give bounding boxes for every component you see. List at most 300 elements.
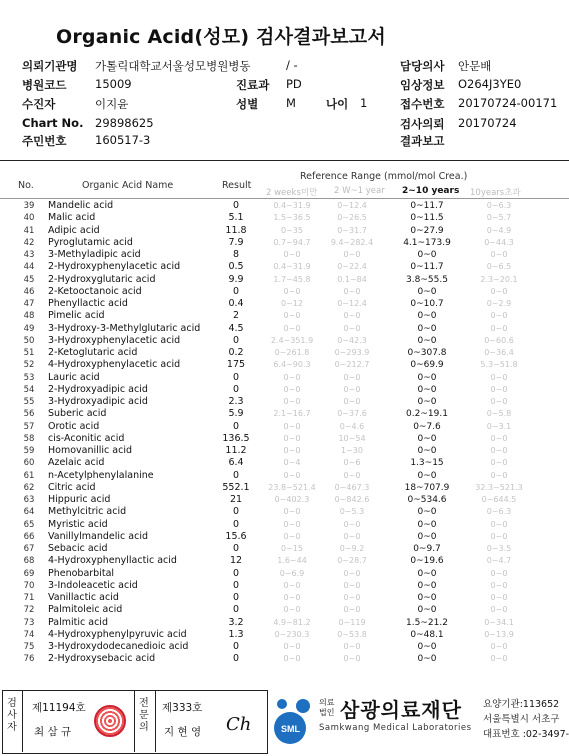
acid-name: Citric acid xyxy=(48,481,96,493)
ref-range-under-2weeks: 0~0 xyxy=(283,605,301,615)
table-row xyxy=(0,323,569,335)
acid-name: Myristic acid xyxy=(48,518,108,530)
ref-range-2w-1y: 0~0 xyxy=(343,384,361,394)
inspector-vertical-label: 검사자 xyxy=(7,698,17,733)
ref-range-2-10y: 0~7.6 xyxy=(413,421,441,432)
result-value: 552.1 xyxy=(222,481,250,493)
table-row xyxy=(0,457,569,469)
ref-range-2-10y: 0~0 xyxy=(417,642,437,652)
acid-name: Orotic acid xyxy=(48,420,100,432)
report-footer xyxy=(0,688,569,756)
result-value: 0 xyxy=(232,285,240,297)
ref-range-2-10y: 0~0 xyxy=(417,605,437,616)
ref-range-over-10y: 0~5.8 xyxy=(486,409,512,419)
acid-name: Phenyllactic acid xyxy=(48,298,128,309)
sml-logo-icon xyxy=(270,694,316,748)
ref-range-2w-1y: 0~28.7 xyxy=(337,556,367,566)
table-row xyxy=(0,396,569,408)
ref-range-under-2weeks: 0~0 xyxy=(283,397,301,406)
table-row xyxy=(0,543,569,555)
result-value: 11.2 xyxy=(225,445,247,456)
ref-range-over-10y: 0~4.7 xyxy=(486,556,512,566)
row-number: 63 xyxy=(23,495,35,505)
ref-range-2-10y: 0~27.9 xyxy=(410,225,444,236)
ref-range-over-10y: 0~13.9 xyxy=(484,629,514,639)
ref-range-2w-1y: 0~22.4 xyxy=(337,262,367,272)
ref-range-2w-1y: 0~0 xyxy=(343,286,361,296)
col-result-header: Result xyxy=(222,180,252,191)
row-number: 76 xyxy=(23,654,35,665)
ref-range-2-10y: 0~69.9 xyxy=(410,360,444,371)
table-row xyxy=(0,506,569,518)
table-row xyxy=(0,298,569,310)
request-date-value: 20170724 xyxy=(458,116,517,130)
row-number: 46 xyxy=(23,286,35,297)
ref-range-2w-1y: 0~0 xyxy=(343,519,361,529)
ref-range-under-2weeks: 2.4~351.9 xyxy=(270,335,314,345)
ref-range-2-10y: 0~0 xyxy=(417,593,437,603)
ref-range-under-2weeks: 0~0 xyxy=(283,433,301,443)
result-value: 0 xyxy=(232,604,240,616)
acid-name: Azelaic acid xyxy=(48,457,105,469)
ref-range-over-10y: 0~0 xyxy=(490,593,508,602)
ref-range-2-10y: 0~0 xyxy=(417,507,437,518)
ref-range-over-10y: 0~0 xyxy=(490,642,508,651)
doctor-value: 안문배 xyxy=(458,59,492,73)
ref-range-2w-1y: 0~0 xyxy=(343,568,361,578)
result-value: 4.5 xyxy=(228,322,244,334)
acid-name: 2-Hydroxysebacic acid xyxy=(48,653,156,665)
ref-range-under-2weeks: 1.6~44 xyxy=(277,556,307,566)
reference-range-title: Reference Range (mmol/mol Crea.) xyxy=(300,171,468,182)
ref-range-over-10y: 32.3~521.3 xyxy=(475,482,523,492)
acid-name: 3-Hydroxy-3-Methylglutaric acid xyxy=(48,322,201,334)
ref-range-2w-1y: 0~31.7 xyxy=(337,225,367,235)
row-number: 74 xyxy=(23,629,35,640)
result-value: 0 xyxy=(232,420,240,432)
ref-range-2-10y: 0~0 xyxy=(417,286,437,297)
ref-range-under-2weeks: 0~0 xyxy=(283,250,301,259)
org-prefix-bottom: 법인 xyxy=(319,708,335,717)
ref-range-under-2weeks: 0~0 xyxy=(283,519,301,529)
ref-range-2w-1y: 0~0 xyxy=(343,323,361,333)
result-value: 0 xyxy=(232,592,240,603)
acid-name: Pimelic acid xyxy=(48,310,105,322)
acid-name: 3-Hydroxyphenylacetic acid xyxy=(48,334,181,346)
institution-field xyxy=(22,58,78,74)
ref-range-under-2weeks: 0~0 xyxy=(283,372,301,382)
acid-name: 2-Hydroxyphenylacetic acid xyxy=(48,261,181,273)
ref-range-under-2weeks: 0~4 xyxy=(283,458,301,468)
inspector-number: 제11194호 xyxy=(32,702,86,714)
result-value: 21 xyxy=(229,494,243,505)
sex-value: M xyxy=(286,96,296,110)
table-row xyxy=(0,433,569,445)
table-row xyxy=(0,384,569,396)
acid-name: Vanillylmandelic acid xyxy=(48,530,148,542)
table-row xyxy=(0,629,569,641)
chart-no-label: Chart No. xyxy=(22,116,84,130)
table-row xyxy=(0,519,569,531)
table-row xyxy=(0,286,569,298)
table-row xyxy=(0,641,569,653)
ref-range-2-10y: 18~707.9 xyxy=(404,482,450,493)
result-value: 7.9 xyxy=(228,236,244,248)
row-number: 53 xyxy=(23,372,35,383)
row-number: 75 xyxy=(23,642,35,652)
ref-range-under-2weeks: 0~0 xyxy=(283,421,301,431)
ref-range-under-2weeks: 0.4~31.9 xyxy=(273,262,311,272)
ref-range-over-10y: 0~0 xyxy=(490,384,508,394)
ref-range-over-10y: 0~0 xyxy=(490,311,508,321)
specialist-vertical-label: 전문의 xyxy=(139,698,149,733)
ref-range-over-10y: 0~4.9 xyxy=(486,225,512,235)
ref-range-2w-1y: 0~0 xyxy=(343,605,361,615)
result-value: 5.9 xyxy=(228,408,244,420)
acid-name: cis-Aconitic acid xyxy=(48,432,125,444)
ref-range-over-10y: 0~0 xyxy=(490,568,508,578)
table-row xyxy=(0,421,569,433)
request-date-label: 검사의뢰 xyxy=(400,117,445,131)
acid-name: 2-Hydroxyglutaric acid xyxy=(48,273,156,285)
row-number: 64 xyxy=(23,507,35,518)
ref-col-2-10y: 2~10 years xyxy=(402,186,460,196)
row-number: 66 xyxy=(23,531,35,542)
row-number: 55 xyxy=(23,397,35,407)
ref-range-over-10y: 0~0 xyxy=(490,250,508,259)
ref-range-2w-1y: 0~0 xyxy=(343,642,361,651)
table-row xyxy=(0,494,569,506)
ref-range-2w-1y: 0~6 xyxy=(343,458,361,468)
ref-range-2w-1y: 0~0 xyxy=(343,580,361,590)
result-value: 2 xyxy=(232,310,240,322)
ref-range-under-2weeks: 0~12 xyxy=(281,299,303,308)
ref-range-2-10y: 0~307.8 xyxy=(407,348,447,358)
ref-range-under-2weeks: 0~0 xyxy=(283,286,301,296)
inspector-name: 최 삼 규 xyxy=(34,726,72,738)
ref-range-2-10y: 0~0 xyxy=(417,250,437,260)
row-number: 43 xyxy=(23,250,35,260)
row-number: 68 xyxy=(23,556,35,567)
table-row xyxy=(0,347,569,359)
ref-range-2w-1y: 0~0 xyxy=(343,531,361,541)
ref-range-2-10y: 0~11.7 xyxy=(410,262,444,273)
acid-name: Mandelic acid xyxy=(48,200,114,211)
results-table-body xyxy=(0,200,569,666)
ref-range-over-10y: 0~0 xyxy=(490,458,508,468)
result-value: 5.1 xyxy=(228,212,244,224)
result-value: 0 xyxy=(232,579,240,591)
ref-range-2w-1y: 0~12.4 xyxy=(337,299,367,308)
resident-no-label: 주민번호 xyxy=(22,134,67,148)
ref-range-2-10y: 0~0 xyxy=(417,433,437,444)
sml-logo-text: SML xyxy=(281,724,300,734)
clinical-info-value: O264J3YE0 xyxy=(458,77,522,91)
acid-name: 4-Hydroxyphenyllactic acid xyxy=(48,555,177,567)
ref-range-2w-1y: 0~42.3 xyxy=(337,335,367,345)
result-value: 0 xyxy=(232,567,240,579)
acid-name: 2-Hydroxyadipic acid xyxy=(48,383,148,395)
ref-range-2w-1y: 0~9.2 xyxy=(339,544,365,553)
acid-name: Vanillactic acid xyxy=(48,592,119,603)
row-number: 41 xyxy=(23,225,35,236)
table-row xyxy=(0,482,569,494)
ref-range-under-2weeks: 0~35 xyxy=(281,225,303,235)
ref-range-2w-1y: 0~0 xyxy=(343,654,361,664)
acid-name: n-Acetylphenylalanine xyxy=(48,469,154,481)
ref-range-under-2weeks: 0~0 xyxy=(283,580,301,590)
ref-range-2-10y: 0~0 xyxy=(417,519,437,530)
acid-name: 4-Hydroxyphenylacetic acid xyxy=(48,359,181,371)
ref-range-2-10y: 1.5~21.2 xyxy=(406,617,448,628)
ref-range-under-2weeks: 0~15 xyxy=(281,544,303,553)
ref-range-2-10y: 0~19.6 xyxy=(410,556,444,567)
row-number: 48 xyxy=(23,311,35,322)
ref-range-over-10y: 0~6.5 xyxy=(486,262,512,272)
row-number: 56 xyxy=(23,409,35,420)
ref-range-2w-1y: 1~30 xyxy=(341,446,363,455)
row-number: 51 xyxy=(23,348,35,358)
ref-range-under-2weeks: 0~0 xyxy=(283,593,301,602)
row-number: 54 xyxy=(23,384,35,395)
ref-range-over-10y: 0~0 xyxy=(490,531,508,541)
institution-value: 가톨릭대학교서울성모병원병동 xyxy=(95,59,251,73)
table-row xyxy=(0,212,569,224)
table-row xyxy=(0,531,569,543)
ref-range-over-10y: 0~0 xyxy=(490,580,508,590)
result-value: 8 xyxy=(232,249,240,260)
row-number: 72 xyxy=(23,605,35,616)
ref-range-2w-1y: 0~26.5 xyxy=(337,213,367,223)
ref-range-over-10y: 0~44.3 xyxy=(484,237,514,247)
table-row xyxy=(0,555,569,567)
row-number: 61 xyxy=(23,470,35,481)
ref-range-2-10y: 0~48.1 xyxy=(410,629,444,640)
examinee-value: 이지윤 xyxy=(95,97,129,111)
ref-range-2w-1y: 0~37.6 xyxy=(337,409,367,419)
row-number: 67 xyxy=(23,544,35,554)
ref-range-2-10y: 0~0 xyxy=(417,580,437,591)
table-row xyxy=(0,335,569,347)
result-value: 0 xyxy=(232,334,240,346)
row-number: 71 xyxy=(23,593,35,603)
ref-range-2w-1y: 0~4.6 xyxy=(339,421,365,431)
ref-range-under-2weeks: 4.9~81.2 xyxy=(273,617,311,627)
ref-range-under-2weeks: 0~0 xyxy=(283,446,301,455)
ref-range-under-2weeks: 2.1~16.7 xyxy=(273,409,311,419)
hospital-code-value: 15009 xyxy=(95,77,132,91)
col-name-header: Organic Acid Name xyxy=(82,180,174,191)
ref-range-over-10y: 0~60.6 xyxy=(484,335,514,345)
ref-col-under-2weeks: 2 weeks미만 xyxy=(266,188,318,198)
table-row xyxy=(0,249,569,261)
acid-name: Sebacic acid xyxy=(48,543,108,554)
doctor-label: 담당의사 xyxy=(400,59,445,73)
clinical-info-label: 임상정보 xyxy=(400,78,445,92)
ref-range-over-10y: 0~0 xyxy=(490,372,508,382)
result-value: 0 xyxy=(232,543,240,554)
table-row xyxy=(0,445,569,457)
ref-range-2w-1y: 0~842.6 xyxy=(334,495,370,504)
ref-range-under-2weeks: 0~0 xyxy=(283,323,301,333)
ref-range-2-10y: 0~9.7 xyxy=(413,544,441,554)
result-value: 2.3 xyxy=(228,396,244,407)
ref-range-over-10y: 0~5.7 xyxy=(486,213,512,223)
receipt-no-value: 20170724-00171 xyxy=(458,96,558,110)
resident-no-value: 160517-3 xyxy=(95,133,151,147)
ref-range-under-2weeks: 0~0 xyxy=(283,531,301,541)
ref-range-2-10y: 0~0 xyxy=(417,397,437,407)
ref-range-over-10y: 0~36.4 xyxy=(484,348,514,357)
ref-range-over-10y: 0~34.1 xyxy=(484,617,514,627)
ref-range-over-10y: 0~0 xyxy=(490,446,508,455)
ref-range-2-10y: 0~11.5 xyxy=(410,213,444,224)
acid-name: Suberic acid xyxy=(48,408,107,420)
ref-range-over-10y: 0~0 xyxy=(490,397,508,406)
row-number: 42 xyxy=(23,237,35,248)
ref-range-over-10y: 0~0 xyxy=(490,519,508,529)
table-row xyxy=(0,604,569,616)
ref-range-under-2weeks: 0~402.3 xyxy=(274,495,310,504)
ref-range-2-10y: 0~0 xyxy=(417,531,437,542)
sex-label: 성별 xyxy=(236,97,259,111)
result-value: 0.2 xyxy=(228,347,244,358)
ref-range-2w-1y: 10~54 xyxy=(338,433,366,443)
dept-label: 진료과 xyxy=(236,78,270,92)
acid-name: 3-Indoleacetic acid xyxy=(48,579,138,591)
table-row xyxy=(0,274,569,286)
acid-name: 2-Ketooctanoic acid xyxy=(48,285,142,297)
acid-name: 2-Ketoglutaric acid xyxy=(48,347,138,358)
ref-range-2-10y: 1.3~15 xyxy=(410,458,444,469)
table-header-divider xyxy=(0,198,569,199)
acid-name: Homovanillic acid xyxy=(48,445,133,456)
row-number: 59 xyxy=(23,446,35,456)
ref-range-under-2weeks: 6.4~90.3 xyxy=(273,360,311,370)
ref-range-2-10y: 0~0 xyxy=(417,335,437,346)
org-name: 삼광의료재단 xyxy=(340,698,462,722)
table-row xyxy=(0,617,569,629)
ref-range-under-2weeks: 1.7~45.8 xyxy=(273,274,311,284)
result-value: 0 xyxy=(232,641,240,652)
acid-name: Pyroglutamic acid xyxy=(48,236,133,248)
result-value: 0 xyxy=(232,371,240,383)
ref-range-over-10y: 0~0 xyxy=(490,470,508,480)
row-number: 65 xyxy=(23,519,35,530)
ref-range-under-2weeks: 0.4~31.9 xyxy=(273,201,311,210)
row-number: 58 xyxy=(23,433,35,444)
row-number: 50 xyxy=(23,335,35,346)
ref-range-2w-1y: 0~53.8 xyxy=(337,629,367,639)
table-row xyxy=(0,225,569,237)
ref-range-over-10y: 0~2.9 xyxy=(486,299,512,308)
table-row xyxy=(0,261,569,273)
row-number: 70 xyxy=(23,580,35,591)
ref-range-under-2weeks: 0~0 xyxy=(283,384,301,394)
result-value: 0 xyxy=(232,506,240,518)
ref-range-over-10y: 0~644.5 xyxy=(481,495,517,504)
acid-name: 3-Methyladipic acid xyxy=(48,249,141,260)
row-number: 44 xyxy=(23,262,35,273)
result-value: 9.9 xyxy=(228,273,244,285)
ref-range-under-2weeks: 0~0 xyxy=(283,470,301,480)
header-divider xyxy=(0,160,569,161)
result-value: 0 xyxy=(232,383,240,395)
ref-col-2w-1y: 2 W~1 year xyxy=(334,186,385,196)
row-number: 47 xyxy=(23,299,35,309)
ref-range-2-10y: 0~0 xyxy=(417,470,437,481)
hospital-code-label: 병원코드 xyxy=(22,78,67,92)
ref-range-under-2weeks: 23.8~521.4 xyxy=(268,482,316,492)
result-report-label: 결과보고 xyxy=(400,134,445,148)
result-value: 0 xyxy=(232,200,240,211)
acid-name: Hippuric acid xyxy=(48,494,111,505)
ref-col-over-10y: 10years초과 xyxy=(470,188,521,198)
age-value: 1 xyxy=(360,96,368,110)
acid-name: Palmitoleic acid xyxy=(48,604,123,616)
ref-range-2-10y: 0~0 xyxy=(417,372,437,383)
result-value: 15.6 xyxy=(225,530,247,542)
ref-range-2-10y: 0~10.7 xyxy=(410,299,444,309)
result-value: 12 xyxy=(229,555,243,567)
table-row xyxy=(0,470,569,482)
ref-range-2w-1y: 0.1~84 xyxy=(337,274,367,284)
ref-range-2w-1y: 0~0 xyxy=(343,250,361,259)
ref-range-under-2weeks: 0~0 xyxy=(283,311,301,321)
ref-range-over-10y: 0~0 xyxy=(490,433,508,443)
result-value: 3.2 xyxy=(228,616,244,628)
acid-name: Adipic acid xyxy=(48,224,100,236)
row-number: 40 xyxy=(23,213,35,224)
org-address: 서울특별시 서초구 xyxy=(483,714,560,725)
acid-name: Lauric acid xyxy=(48,371,100,383)
result-value: 0 xyxy=(232,469,240,481)
table-row xyxy=(0,580,569,592)
ref-range-under-2weeks: 0~0 xyxy=(283,642,301,651)
ref-range-2-10y: 0~0 xyxy=(417,446,437,456)
result-value: 6.4 xyxy=(228,457,244,469)
ref-range-2-10y: 0~0 xyxy=(417,323,437,334)
ref-range-2w-1y: 0~0 xyxy=(343,311,361,321)
signature: Ch xyxy=(226,714,252,735)
org-prefix-top: 의료 xyxy=(319,698,335,707)
ref-range-2w-1y: 0~12.4 xyxy=(337,201,367,210)
acid-name: 4-Hydroxyphenylpyruvic acid xyxy=(48,628,187,640)
org-english-name: Samkwang Medical Laboratories xyxy=(319,723,472,733)
table-row xyxy=(0,200,569,212)
ref-range-2-10y: 0.2~19.1 xyxy=(406,409,448,420)
receipt-no-label: 접수번호 xyxy=(400,97,445,111)
specialist-number: 제333호 xyxy=(162,702,203,714)
table-row xyxy=(0,653,569,665)
table-row xyxy=(0,237,569,249)
ref-range-over-10y: 5.3~51.8 xyxy=(480,360,518,370)
result-value: 1.3 xyxy=(228,628,244,640)
inspector-seal-icon xyxy=(94,705,126,737)
acid-name: 3-Hydroxydodecanedioic acid xyxy=(48,641,189,652)
ref-range-under-2weeks: 0~0 xyxy=(283,507,301,517)
ref-range-2-10y: 0~0 xyxy=(417,568,437,579)
result-value: 175 xyxy=(226,359,246,371)
ref-range-2w-1y: 0~467.3 xyxy=(334,482,370,492)
institution-label: 의뢰기관명 xyxy=(22,59,78,73)
table-row xyxy=(0,592,569,604)
ref-range-under-2weeks: 1.5~36.5 xyxy=(273,213,311,223)
row-number: 45 xyxy=(23,274,35,285)
result-value: 11.8 xyxy=(225,224,247,236)
table-row xyxy=(0,408,569,420)
ref-range-over-10y: 0~0 xyxy=(490,286,508,296)
